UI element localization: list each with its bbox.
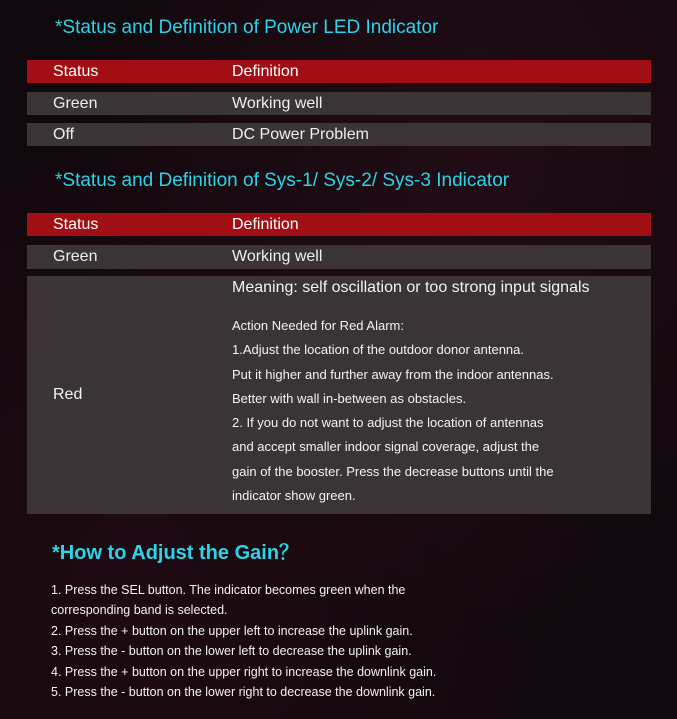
list-item: 5. Press the - button on the lower right to decrease the downlink gain. — [51, 685, 436, 700]
header-definition: Definition — [232, 215, 299, 233]
power-led-section-title: *Status and Definition of Power LED Indicator — [55, 17, 439, 38]
list-item: corresponding band is selected. — [51, 603, 228, 618]
row-status: Red — [53, 386, 83, 403]
action-line: Put it higher and further away from the indoor antennas. — [232, 366, 554, 382]
red-action-list — [232, 314, 554, 508]
gain-steps-list — [51, 580, 436, 702]
action-line: Action Needed for Red Alarm: — [232, 318, 404, 333]
row-definition: Working well — [232, 94, 323, 112]
action-line: indicator show green. — [232, 488, 356, 504]
table-row — [27, 92, 651, 115]
row-definition: Working well — [232, 248, 323, 265]
sys-indicator-section-title: *Status and Definition of Sys-1/ Sys-2/ Sys-3 Indicator — [55, 170, 510, 191]
action-line: and accept smaller indoor signal coverage, adjust the — [232, 439, 540, 455]
list-item: 1. Press the SEL button. The indicator becomes green when the — [51, 583, 406, 597]
sys-table-header — [27, 213, 651, 236]
adjust-gain-section-title: *How to Adjust the Gain？ — [52, 542, 300, 564]
header-definition: Definition — [232, 62, 299, 80]
action-line: 1.Adjust the location of the outdoor donor antenna. — [232, 342, 524, 358]
action-line: Better with wall in-between as obstacles. — [232, 390, 467, 406]
row-definition: DC Power Problem — [232, 125, 369, 143]
table-row — [27, 245, 651, 269]
row-status: Green — [53, 248, 98, 265]
red-meaning: Meaning: self oscillation or too strong input signals — [232, 279, 590, 296]
action-line: 2. If you do not want to adjust the location of antennas — [232, 415, 544, 431]
list-item: 4. Press the + button on the upper right to increase the downlink gain. — [51, 664, 437, 679]
header-status: Status — [53, 62, 99, 80]
header-status: Status — [53, 215, 99, 233]
list-item: 2. Press the + button on the upper left to increase the uplink gain. — [51, 623, 413, 638]
row-status: Green — [53, 94, 98, 112]
action-line: gain of the booster. Press the decrease buttons until the — [232, 463, 554, 479]
table-row — [27, 123, 651, 146]
list-item: 3. Press the - button on the lower left to decrease the uplink gain. — [51, 644, 412, 659]
power-led-table-header — [27, 60, 651, 83]
red-status-row — [27, 276, 651, 514]
row-status: Off — [53, 125, 75, 143]
